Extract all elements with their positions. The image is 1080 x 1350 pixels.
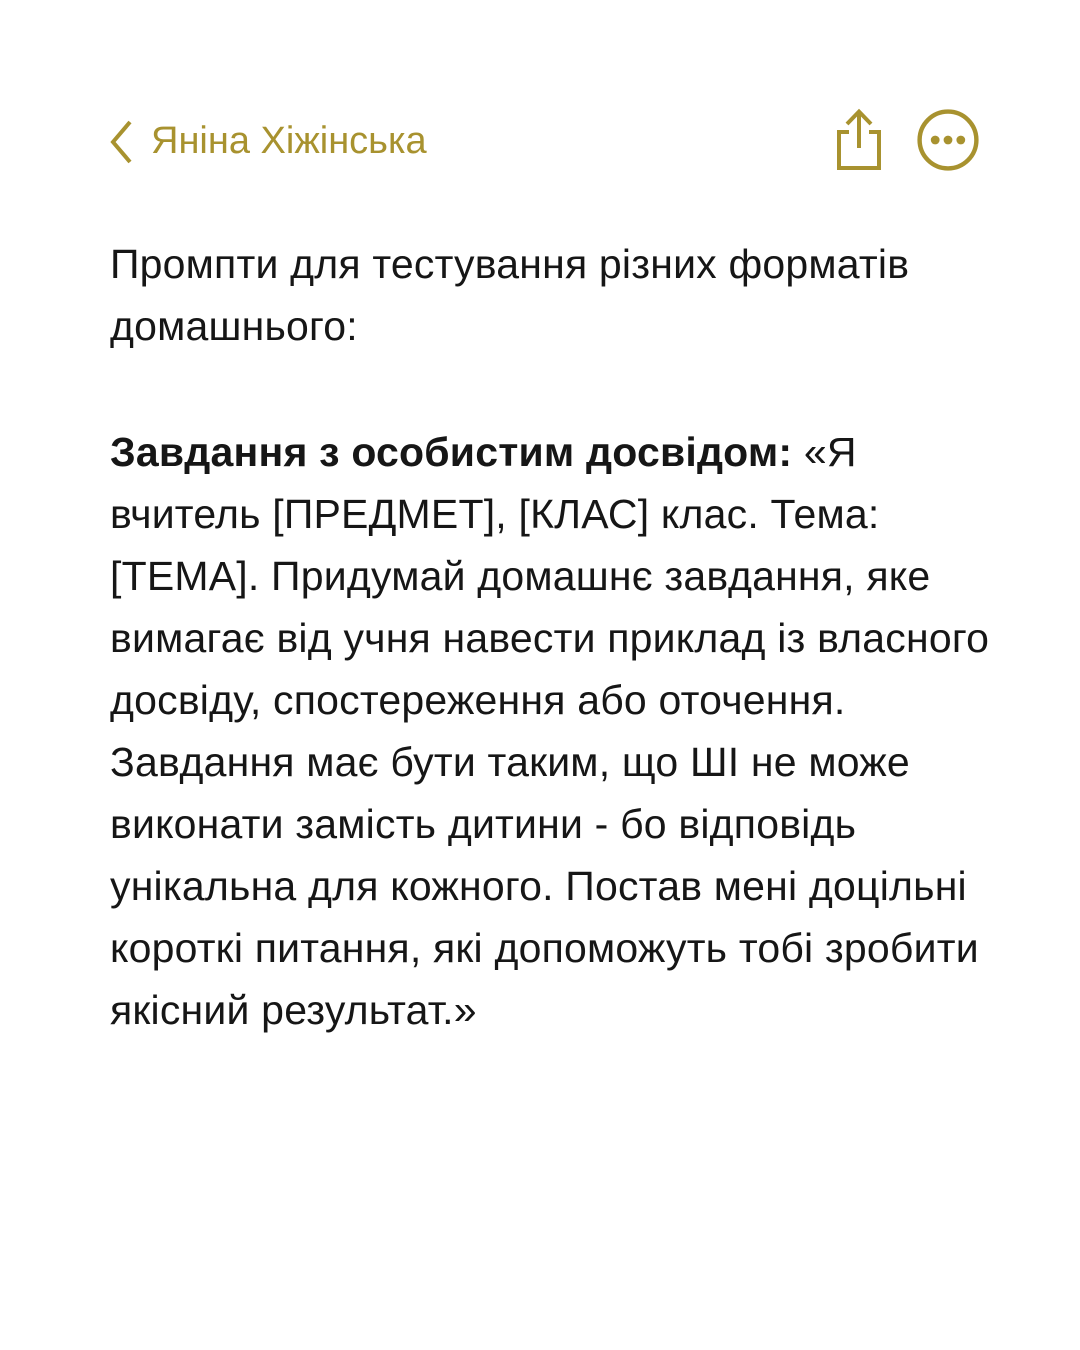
- nav-bar: [0, 0, 1080, 175]
- chevron-left-icon: [108, 118, 135, 166]
- back-button-label: Яніна Хіжінська: [151, 120, 427, 162]
- share-icon: [832, 108, 886, 175]
- ellipsis-circle-icon: [916, 108, 980, 175]
- back-button[interactable]: [108, 118, 427, 166]
- note-paragraph-intro: Промпти для тестування різних форматів домашнього:: [110, 241, 910, 349]
- more-button[interactable]: [916, 108, 980, 175]
- nav-actions: [832, 108, 980, 175]
- share-button[interactable]: [832, 108, 886, 175]
- note-content[interactable]: [0, 233, 1080, 1041]
- prompt-heading: Завдання з особистим досвідом:: [110, 429, 793, 475]
- prompt-body: «Я вчитель [ПРЕДМЕТ], [КЛАС] клас. Тема: [ТЕМА]. Придумай домашнє завдання, яке вимагає від учня навести приклад із власного досвіду, спостереження або оточення. Завдання має бути таким, що ШІ не може виконати замість дитини - бо відповідь унікальна для кожного. Постав мені доцільні короткі питання, які допоможуть тобі зробити якісний результат.»: [110, 429, 990, 1033]
- note-paragraph-prompt: [110, 421, 1010, 1041]
